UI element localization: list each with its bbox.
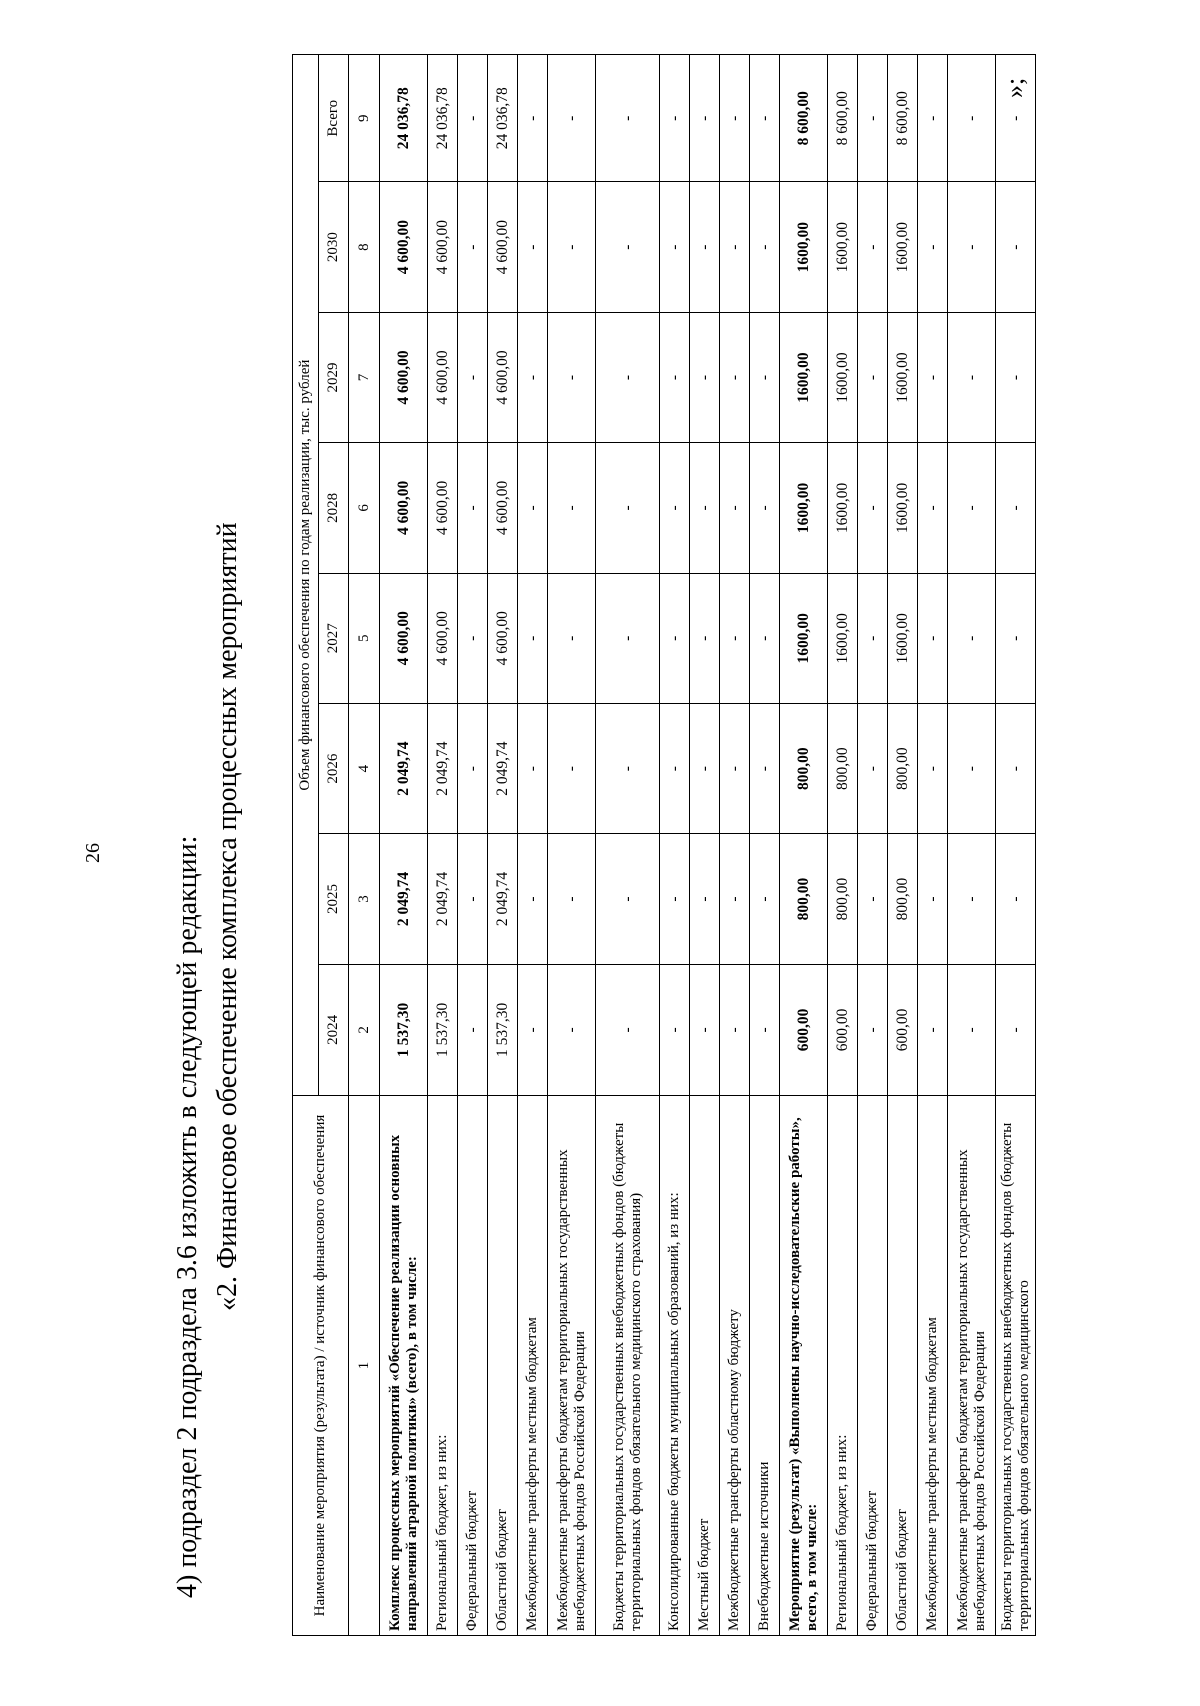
value-cell: 4 600,00 [428, 312, 458, 442]
column-number-row [349, 55, 380, 1636]
value-cell: - [458, 312, 488, 442]
column-number: 5 [349, 573, 380, 703]
value-cell: - [996, 312, 1036, 442]
value-cell: - [858, 443, 888, 573]
name-column-header: Наименование мероприятия (результата) / источник финансового обеспечения [293, 1096, 349, 1636]
value-cell: - [918, 443, 948, 573]
value-cell: 800,00 [888, 703, 918, 833]
total-cell: 24 036,78 [428, 55, 458, 182]
table-row [428, 55, 458, 1636]
value-cell: - [458, 834, 488, 964]
value-cell: 4 600,00 [380, 443, 428, 573]
column-number: 6 [349, 443, 380, 573]
value-cell: - [750, 312, 780, 442]
value-cell: - [518, 703, 548, 833]
value-cell: - [996, 834, 1036, 964]
value-cell: - [918, 182, 948, 312]
value-cell: 4 600,00 [488, 182, 518, 312]
value-cell: - [858, 182, 888, 312]
table-row [750, 55, 780, 1636]
value-cell: - [596, 964, 660, 1095]
value-cell: - [750, 834, 780, 964]
value-cell: - [948, 182, 996, 312]
value-cell: - [518, 834, 548, 964]
total-cell: - [690, 55, 720, 182]
value-cell: - [720, 834, 750, 964]
value-cell: 1600,00 [888, 443, 918, 573]
value-cell: - [660, 964, 690, 1095]
value-cell: 2 049,74 [488, 703, 518, 833]
value-cell: 1600,00 [828, 312, 858, 442]
table-row [996, 55, 1036, 1636]
value-cell: - [660, 182, 690, 312]
table-row [518, 55, 548, 1636]
value-cell: - [750, 964, 780, 1095]
volume-column-header: Объем финансового обеспечения по годам реализации, тыс. рублей [293, 55, 319, 1096]
value-cell: 1 537,30 [380, 964, 428, 1095]
value-cell: 4 600,00 [488, 312, 518, 442]
value-cell: - [690, 964, 720, 1095]
total-cell: 8 600,00 [780, 55, 828, 182]
total-cell: 8 600,00 [828, 55, 858, 182]
value-cell: - [458, 573, 488, 703]
value-cell: - [858, 964, 888, 1095]
value-cell: 4 600,00 [488, 573, 518, 703]
value-cell: - [996, 703, 1036, 833]
table-row [720, 55, 750, 1636]
value-cell: 1600,00 [828, 573, 858, 703]
value-cell: - [918, 573, 948, 703]
value-cell: 600,00 [828, 964, 858, 1095]
value-cell: 1600,00 [780, 312, 828, 442]
total-cell: - [948, 55, 996, 182]
value-cell: 800,00 [780, 834, 828, 964]
value-cell: 800,00 [780, 703, 828, 833]
value-cell: - [918, 703, 948, 833]
total-cell: - [660, 55, 690, 182]
total-cell: - [596, 55, 660, 182]
value-cell: - [996, 182, 1036, 312]
row-label: Региональный бюджет, из них: [428, 1096, 458, 1636]
table-row [488, 55, 518, 1636]
total-cell: 8 600,00 [888, 55, 918, 182]
value-cell: 800,00 [828, 703, 858, 833]
column-number: 4 [349, 703, 380, 833]
value-cell: 2 049,74 [428, 703, 458, 833]
value-cell: - [660, 703, 690, 833]
value-cell: - [996, 964, 1036, 1095]
column-number: 7 [349, 312, 380, 442]
table-row [690, 55, 720, 1636]
row-label: Комплекс процессных мероприятий «Обеспечение реализации основных направлений аграрной политики» (всего), в том числе: [380, 1096, 428, 1636]
value-cell: - [596, 834, 660, 964]
table-row [888, 55, 918, 1636]
value-cell: - [750, 573, 780, 703]
value-cell: 4 600,00 [428, 573, 458, 703]
total-cell: - [858, 55, 888, 182]
value-cell: 1 537,30 [428, 964, 458, 1095]
value-cell: - [548, 573, 596, 703]
year-header: 2024 [319, 964, 349, 1095]
value-cell: - [720, 312, 750, 442]
row-label: Областной бюджет [888, 1096, 918, 1636]
total-cell: - [548, 55, 596, 182]
year-header: 2025 [319, 834, 349, 964]
value-cell: - [918, 834, 948, 964]
value-cell: - [918, 312, 948, 442]
table-row [828, 55, 858, 1636]
row-label: Федеральный бюджет [458, 1096, 488, 1636]
value-cell: 4 600,00 [380, 312, 428, 442]
value-cell: 800,00 [828, 834, 858, 964]
row-label: Региональный бюджет, из них: [828, 1096, 858, 1636]
value-cell: - [596, 703, 660, 833]
value-cell: - [690, 182, 720, 312]
table-row [948, 55, 996, 1636]
table-row [380, 55, 428, 1636]
table-row [858, 55, 888, 1636]
value-cell: - [518, 573, 548, 703]
value-cell: - [548, 182, 596, 312]
row-label: Консолидированные бюджеты муниципальных образований, из них: [660, 1096, 690, 1636]
row-label: Мероприятие (результат) «Выполнены научно-исследовательские работы», всего, в том числе: [780, 1096, 828, 1636]
value-cell: - [720, 443, 750, 573]
value-cell: - [458, 964, 488, 1095]
year-header: 2026 [319, 703, 349, 833]
total-cell: - [750, 55, 780, 182]
value-cell: - [596, 312, 660, 442]
value-cell: - [720, 964, 750, 1095]
column-number: 2 [349, 964, 380, 1095]
value-cell: - [948, 573, 996, 703]
value-cell: - [918, 964, 948, 1095]
value-cell: 2 049,74 [428, 834, 458, 964]
row-label: Бюджеты территориальных государственных внебюджетных фондов (бюджеты территориальных фондов обязательного медицинского страхования) [596, 1096, 660, 1636]
financing-table [292, 54, 1036, 1636]
amendment-instruction: 4) подраздел 2 подраздела 3.6 изложить в следующей редакции: [172, 835, 203, 1598]
value-cell: - [518, 312, 548, 442]
total-cell: - [720, 55, 750, 182]
value-cell: - [948, 703, 996, 833]
value-cell: 1 537,30 [488, 964, 518, 1095]
value-cell: - [720, 703, 750, 833]
value-cell: 1600,00 [828, 443, 858, 573]
value-cell: - [948, 964, 996, 1095]
value-cell: - [458, 703, 488, 833]
section-title: «2. Финансовое обеспечение комплекса процессных мероприятий [212, 522, 243, 1311]
value-cell: 800,00 [888, 834, 918, 964]
value-cell: - [996, 443, 1036, 573]
row-label: Внебюджетные источники [750, 1096, 780, 1636]
value-cell: - [690, 312, 720, 442]
year-header: 2030 [319, 182, 349, 312]
value-cell: - [858, 834, 888, 964]
value-cell: - [858, 312, 888, 442]
value-cell: 600,00 [780, 964, 828, 1095]
value-cell: - [458, 443, 488, 573]
value-cell: - [596, 573, 660, 703]
column-number: 3 [349, 834, 380, 964]
total-cell: - [996, 55, 1036, 182]
value-cell: 4 600,00 [428, 182, 458, 312]
column-number: 9 [349, 55, 380, 182]
value-cell: - [690, 443, 720, 573]
row-label: Межбюджетные трансферты местным бюджетам [918, 1096, 948, 1636]
value-cell: - [948, 312, 996, 442]
value-cell: - [596, 182, 660, 312]
table-row [596, 55, 660, 1636]
value-cell: - [548, 703, 596, 833]
value-cell: - [660, 834, 690, 964]
value-cell: - [690, 703, 720, 833]
value-cell: - [660, 443, 690, 573]
value-cell: 1600,00 [780, 573, 828, 703]
row-label: Межбюджетные трансферты бюджетам территориальных государственных внебюджетных фондов Российской Федерации [548, 1096, 596, 1636]
value-cell: 1600,00 [780, 182, 828, 312]
table-row [458, 55, 488, 1636]
row-label: Федеральный бюджет [858, 1096, 888, 1636]
value-cell: 4 600,00 [380, 573, 428, 703]
value-cell: - [548, 312, 596, 442]
row-label: Межбюджетные трансферты областному бюджету [720, 1096, 750, 1636]
total-cell: - [458, 55, 488, 182]
column-number: 1 [349, 1096, 380, 1636]
value-cell: - [750, 443, 780, 573]
column-number: 8 [349, 182, 380, 312]
page-number: 26 [82, 843, 104, 863]
value-cell: 1600,00 [888, 573, 918, 703]
value-cell: - [660, 573, 690, 703]
value-cell: 1600,00 [828, 182, 858, 312]
value-cell: 2 049,74 [488, 834, 518, 964]
total-cell: - [918, 55, 948, 182]
value-cell: 600,00 [888, 964, 918, 1095]
value-cell: 2 049,74 [380, 703, 428, 833]
value-cell: - [948, 443, 996, 573]
row-label: Межбюджетные трансферты местным бюджетам [518, 1096, 548, 1636]
value-cell: 4 600,00 [380, 182, 428, 312]
value-cell: 4 600,00 [428, 443, 458, 573]
value-cell: - [458, 182, 488, 312]
total-cell: 24 036,78 [380, 55, 428, 182]
value-cell: - [720, 182, 750, 312]
value-cell: - [858, 703, 888, 833]
table-row [780, 55, 828, 1636]
value-cell: - [750, 703, 780, 833]
value-cell: - [518, 964, 548, 1095]
year-header: 2027 [319, 573, 349, 703]
value-cell: 1600,00 [888, 312, 918, 442]
year-header: 2029 [319, 312, 349, 442]
total-header: Всего [319, 55, 349, 182]
row-label: Местный бюджет [690, 1096, 720, 1636]
value-cell: - [690, 573, 720, 703]
value-cell: 1600,00 [888, 182, 918, 312]
table-row [548, 55, 596, 1636]
value-cell: 2 049,74 [380, 834, 428, 964]
value-cell: - [596, 443, 660, 573]
value-cell: - [518, 443, 548, 573]
total-cell: - [518, 55, 548, 182]
year-header: 2028 [319, 443, 349, 573]
value-cell: - [996, 573, 1036, 703]
row-label: Межбюджетные трансферты бюджетам территориальных государственных внебюджетных фондов Российской Федерации [948, 1096, 996, 1636]
value-cell: - [518, 182, 548, 312]
table-body [349, 55, 1036, 1636]
value-cell: - [690, 834, 720, 964]
value-cell: - [548, 964, 596, 1095]
row-label: Бюджеты территориальных государственных внебюджетных фондов (бюджеты территориальных фондов обязательного медицинского [996, 1096, 1036, 1636]
value-cell: - [548, 834, 596, 964]
value-cell: - [858, 573, 888, 703]
table-row [918, 55, 948, 1636]
value-cell: - [948, 834, 996, 964]
table-row [660, 55, 690, 1636]
total-cell: 24 036,78 [488, 55, 518, 182]
value-cell: - [750, 182, 780, 312]
value-cell: - [548, 443, 596, 573]
value-cell: - [660, 312, 690, 442]
value-cell: 4 600,00 [488, 443, 518, 573]
row-label: Областной бюджет [488, 1096, 518, 1636]
value-cell: - [720, 573, 750, 703]
value-cell: 1600,00 [780, 443, 828, 573]
closing-quote-mark: »; [1000, 77, 1029, 98]
